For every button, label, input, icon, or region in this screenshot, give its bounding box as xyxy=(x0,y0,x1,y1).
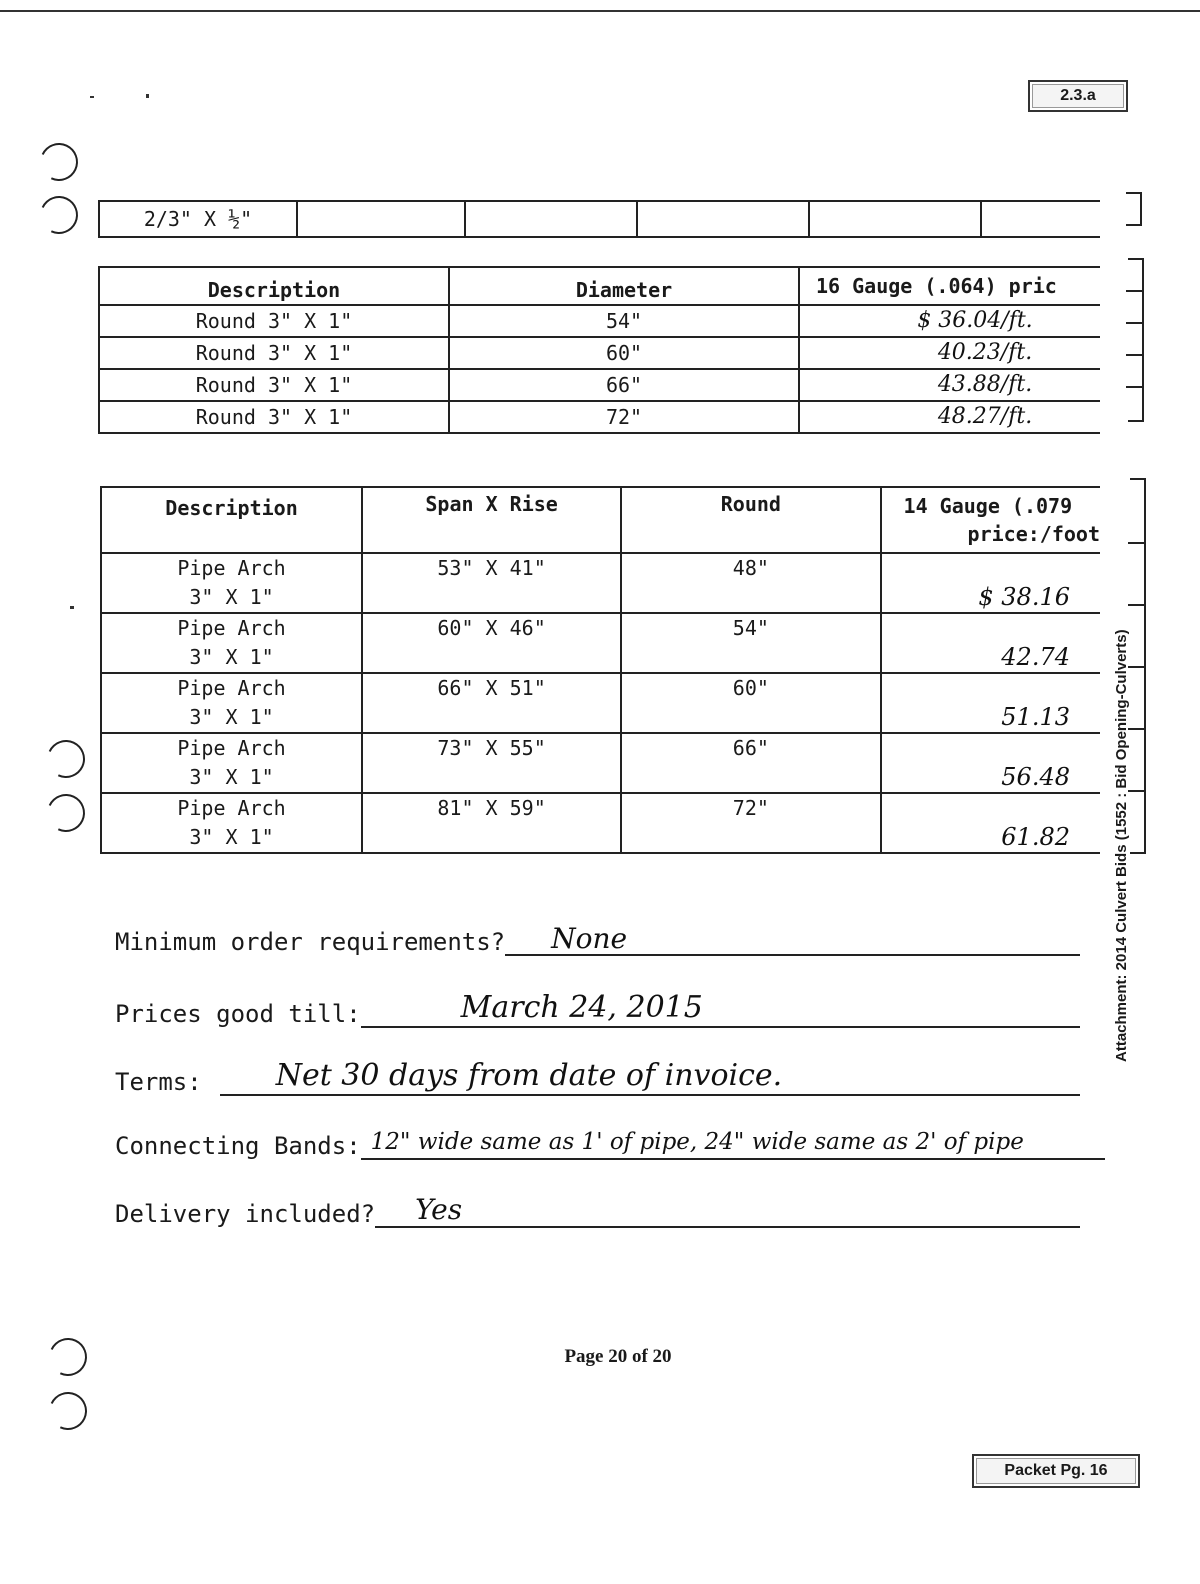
price-cell: 40.23/ft. xyxy=(799,337,1100,369)
min-order-value: None xyxy=(505,924,1080,956)
price-cell: 43.88/ft. xyxy=(799,369,1100,401)
description-line: Pipe Arch xyxy=(177,796,286,820)
round-cell: 54" xyxy=(621,613,880,673)
binder-hole xyxy=(44,1387,93,1436)
table-row xyxy=(101,613,1100,673)
empty-cell xyxy=(637,201,809,237)
stray-mark xyxy=(90,96,94,98)
table-header-row xyxy=(101,487,1100,553)
margin-tick xyxy=(1126,354,1142,356)
column-header: Description xyxy=(99,267,449,305)
connecting-bands-value: 12" wide same as 1' of pipe, 24" wide same as 2' of pipe xyxy=(361,1126,1105,1160)
binder-hole xyxy=(35,138,84,187)
round-cell: 72" xyxy=(621,793,880,853)
section-badge: 2.3.a xyxy=(1028,80,1128,112)
empty-cell xyxy=(465,201,637,237)
table-row xyxy=(99,337,1100,369)
terms-value: Net 30 days from date of invoice. xyxy=(220,1058,1080,1096)
description-line: 3" X 1" xyxy=(189,825,274,849)
description-line: Pipe Arch xyxy=(177,676,286,700)
column-header: Diameter xyxy=(449,267,799,305)
binder-hole xyxy=(42,789,91,838)
price-cell: 56.48 xyxy=(881,733,1100,793)
round-pipe-table xyxy=(98,266,1100,434)
description-cell: Round 3" X 1" xyxy=(99,305,449,337)
field-label: Connecting Bands: xyxy=(115,1132,361,1160)
prices-good-row xyxy=(115,990,1080,1028)
price-cell: $ 36.04/ft. xyxy=(799,305,1100,337)
column-header: Span X Rise xyxy=(362,487,621,553)
description-line: 3" X 1" xyxy=(189,645,274,669)
table-row xyxy=(99,305,1100,337)
empty-cell xyxy=(981,201,1100,237)
column-header: Description xyxy=(101,487,362,553)
table-row xyxy=(101,733,1100,793)
margin-tick xyxy=(1126,386,1142,388)
price-header-line: price:/foot xyxy=(967,522,1100,546)
margin-tick xyxy=(1126,290,1142,292)
page-number: Page 20 of 20 xyxy=(564,1346,672,1367)
column-header xyxy=(881,487,1100,553)
field-label: Minimum order requirements? xyxy=(115,928,506,956)
gauge-header-line: 14 Gauge (.079 xyxy=(903,494,1073,518)
margin-tick xyxy=(1126,322,1142,324)
span-cell: 73" X 55" xyxy=(362,733,621,793)
round-cell: 66" xyxy=(621,733,880,793)
min-order-row xyxy=(115,924,1080,956)
description-cell xyxy=(101,733,362,793)
description-cell xyxy=(101,613,362,673)
description-cell: Round 3" X 1" xyxy=(99,337,449,369)
price-cell: $ 38.16 xyxy=(881,553,1100,613)
empty-cell xyxy=(809,201,981,237)
span-cell: 53" X 41" xyxy=(362,553,621,613)
description-line: Pipe Arch xyxy=(177,736,286,760)
description-cell xyxy=(101,673,362,733)
span-cell: 60" X 46" xyxy=(362,613,621,673)
margin-tick xyxy=(1128,728,1144,730)
table-header-row xyxy=(99,267,1100,305)
column-header: Round xyxy=(621,487,880,553)
margin-tick xyxy=(1128,666,1144,668)
diameter-cell: 72" xyxy=(449,401,799,433)
round-cell: 48" xyxy=(621,553,880,613)
top-partial-row xyxy=(98,200,1100,238)
description-line: 3" X 1" xyxy=(189,705,274,729)
margin-bracket xyxy=(1128,258,1144,422)
delivery-value: Yes xyxy=(375,1194,1080,1228)
round-cell: 60" xyxy=(621,673,880,733)
stray-mark xyxy=(70,606,74,609)
description-cell xyxy=(101,553,362,613)
table-row xyxy=(101,553,1100,613)
empty-cell xyxy=(297,201,465,237)
description-line: Pipe Arch xyxy=(177,616,286,640)
terms-row xyxy=(115,1058,1080,1096)
table-row xyxy=(101,673,1100,733)
connecting-bands-row xyxy=(115,1126,1105,1160)
packet-page-badge: Packet Pg. 16 xyxy=(972,1454,1140,1488)
margin-tick xyxy=(1128,542,1144,544)
prices-good-value: March 24, 2015 xyxy=(361,990,1080,1028)
price-cell: 42.74 xyxy=(881,613,1100,673)
delivery-row xyxy=(115,1194,1080,1228)
row-label: 2/3" X ½" xyxy=(99,201,297,237)
description-cell: Round 3" X 1" xyxy=(99,369,449,401)
column-header: 16 Gauge (.064) pric xyxy=(799,267,1100,305)
description-line: 3" X 1" xyxy=(189,765,274,789)
table-row xyxy=(99,369,1100,401)
description-cell xyxy=(101,793,362,853)
span-cell: 81" X 59" xyxy=(362,793,621,853)
diameter-cell: 54" xyxy=(449,305,799,337)
top-edge-line xyxy=(0,10,1200,12)
description-cell: Round 3" X 1" xyxy=(99,401,449,433)
binder-hole xyxy=(44,1333,93,1382)
table-row xyxy=(99,401,1100,433)
pipe-arch-table xyxy=(100,486,1100,854)
margin-tick xyxy=(1128,604,1144,606)
stray-mark xyxy=(146,94,149,98)
diameter-cell: 66" xyxy=(449,369,799,401)
description-line: 3" X 1" xyxy=(189,585,274,609)
diameter-cell: 60" xyxy=(449,337,799,369)
margin-bracket xyxy=(1126,192,1142,226)
margin-tick xyxy=(1128,790,1144,792)
field-label: Prices good till: xyxy=(115,1000,361,1028)
description-line: Pipe Arch xyxy=(177,556,286,580)
price-cell: 61.82 xyxy=(881,793,1100,853)
price-cell: 51.13 xyxy=(881,673,1100,733)
binder-hole xyxy=(35,191,84,240)
price-cell: 48.27/ft. xyxy=(799,401,1100,433)
span-cell: 66" X 51" xyxy=(362,673,621,733)
binder-hole xyxy=(42,735,91,784)
field-label: Delivery included? xyxy=(115,1200,376,1228)
field-label: Terms: xyxy=(115,1068,202,1096)
attachment-label: Attachment: 2014 Culvert Bids (1552 : Bid Opening-Culverts) xyxy=(1113,629,1130,1062)
table-row xyxy=(101,793,1100,853)
